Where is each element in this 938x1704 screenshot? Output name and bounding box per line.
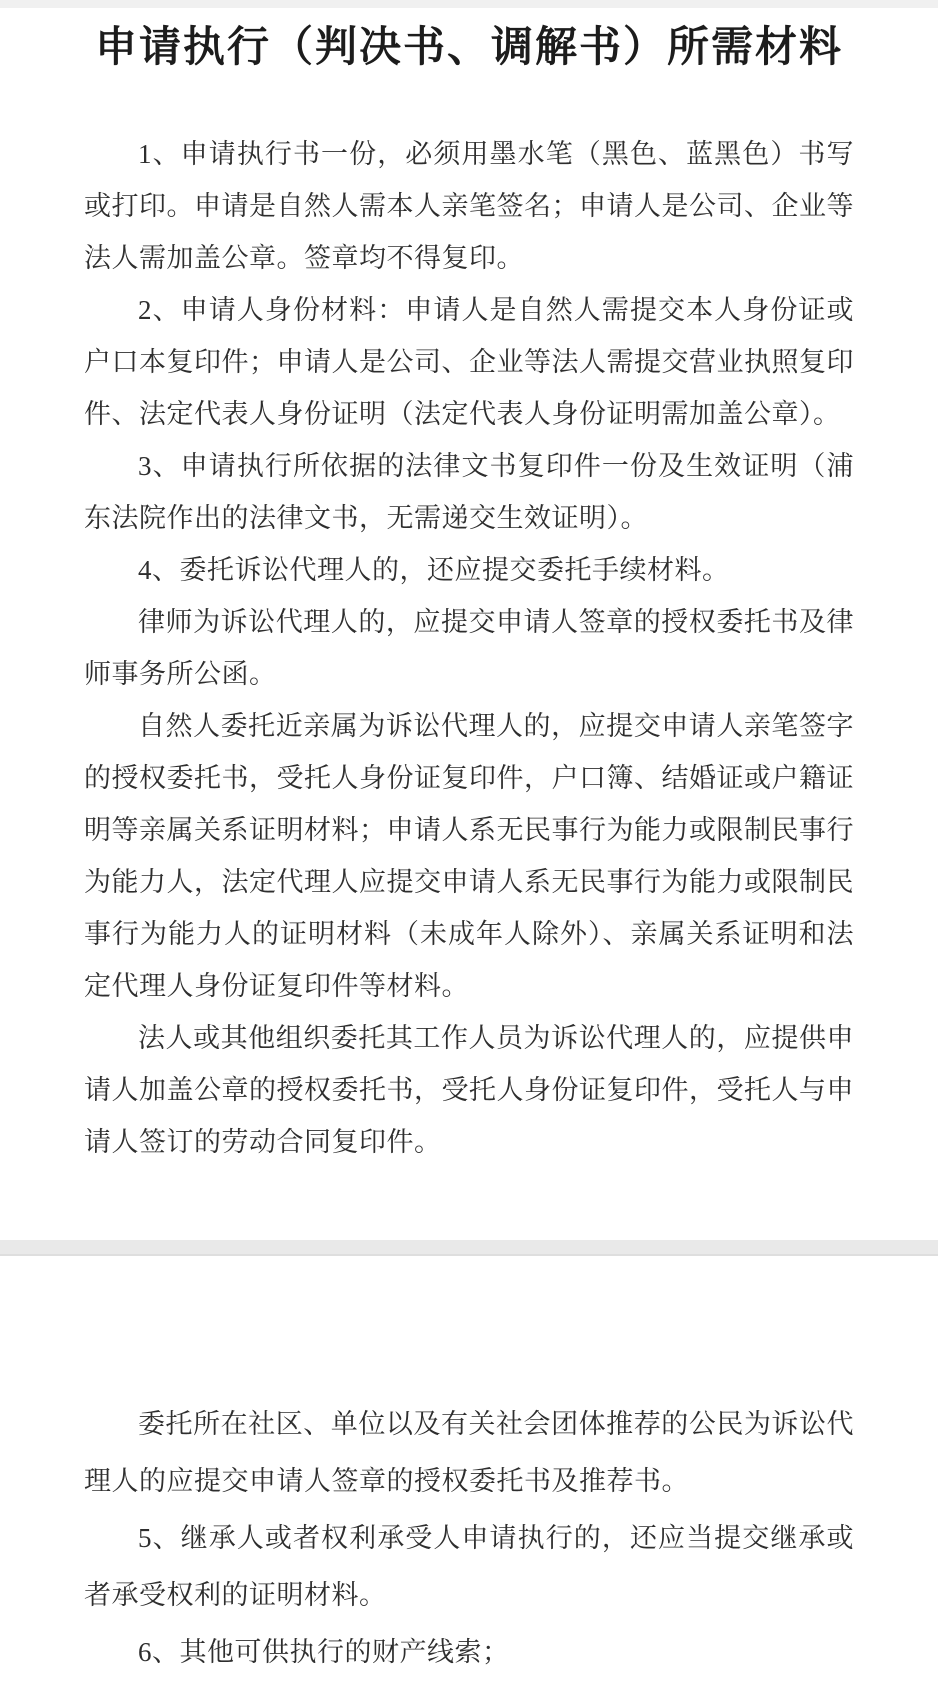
page-divider	[0, 1240, 938, 1256]
document-title: 申请执行（判决书、调解书）所需材料	[94, 25, 843, 71]
paragraph-item-4a: 律师为诉讼代理人的，应提交申请人签章的授权委托书及律师事务所公函。	[84, 607, 854, 689]
top-edge-strip	[0, 0, 938, 8]
paragraph-item-6: 6、其他可供执行的财产线索；	[138, 1637, 510, 1667]
document-page-1	[0, 8, 938, 1240]
paragraph-item-2: 2、申请人身份材料：申请人是自然人需提交本人身份证或户口本复印件；申请人是公司、企业等法人需提交营业执照复印件、法定代表人身份证明（法定代表人身份证明需加盖公章）。	[84, 295, 854, 429]
paragraph-item-4c: 法人或其他组织委托其工作人员为诉讼代理人的，应提供申请人加盖公章的授权委托书，受托人身份证复印件，受托人与申请人签订的劳动合同复印件。	[84, 1023, 854, 1157]
paragraph-item-4: 4、委托诉讼代理人的，还应提交委托手续材料。	[138, 555, 730, 585]
paragraph-item-3: 3、申请执行所依据的法律文书复印件一份及生效证明（浦东法院作出的法律文书，无需递交生效证明）。	[84, 451, 854, 533]
paragraph-item-4b: 自然人委托近亲属为诉讼代理人的，应提交申请人亲笔签字的授权委托书，受托人身份证复印件，户口簿、结婚证或户籍证明等亲属关系证明材料；申请人系无民事行为能力或限制民事行为能力人，法定代理人应提交申请人系无民事行为能力或限制民事行为能力人的证明材料（未成年人除外）、亲属关系证明和法定代理人身份证复印件等材料。	[84, 711, 854, 1001]
page-1-body	[84, 128, 854, 1168]
paragraph-item-1: 1、申请执行书一份，必须用墨水笔（黑色、蓝黑色）书写或打印。申请是自然人需本人亲笔签名；申请人是公司、企业等法人需加盖公章。签章均不得复印。	[84, 139, 854, 273]
paragraph-item-4d: 委托所在社区、单位以及有关社会团体推荐的公民为诉讼代理人的应提交申请人签章的授权委托书及推荐书。	[84, 1409, 854, 1496]
document-page-2	[0, 1256, 938, 1704]
paragraph-item-5: 5、继承人或者权利承受人申请执行的，还应当提交继承或者承受权利的证明材料。	[84, 1523, 854, 1610]
